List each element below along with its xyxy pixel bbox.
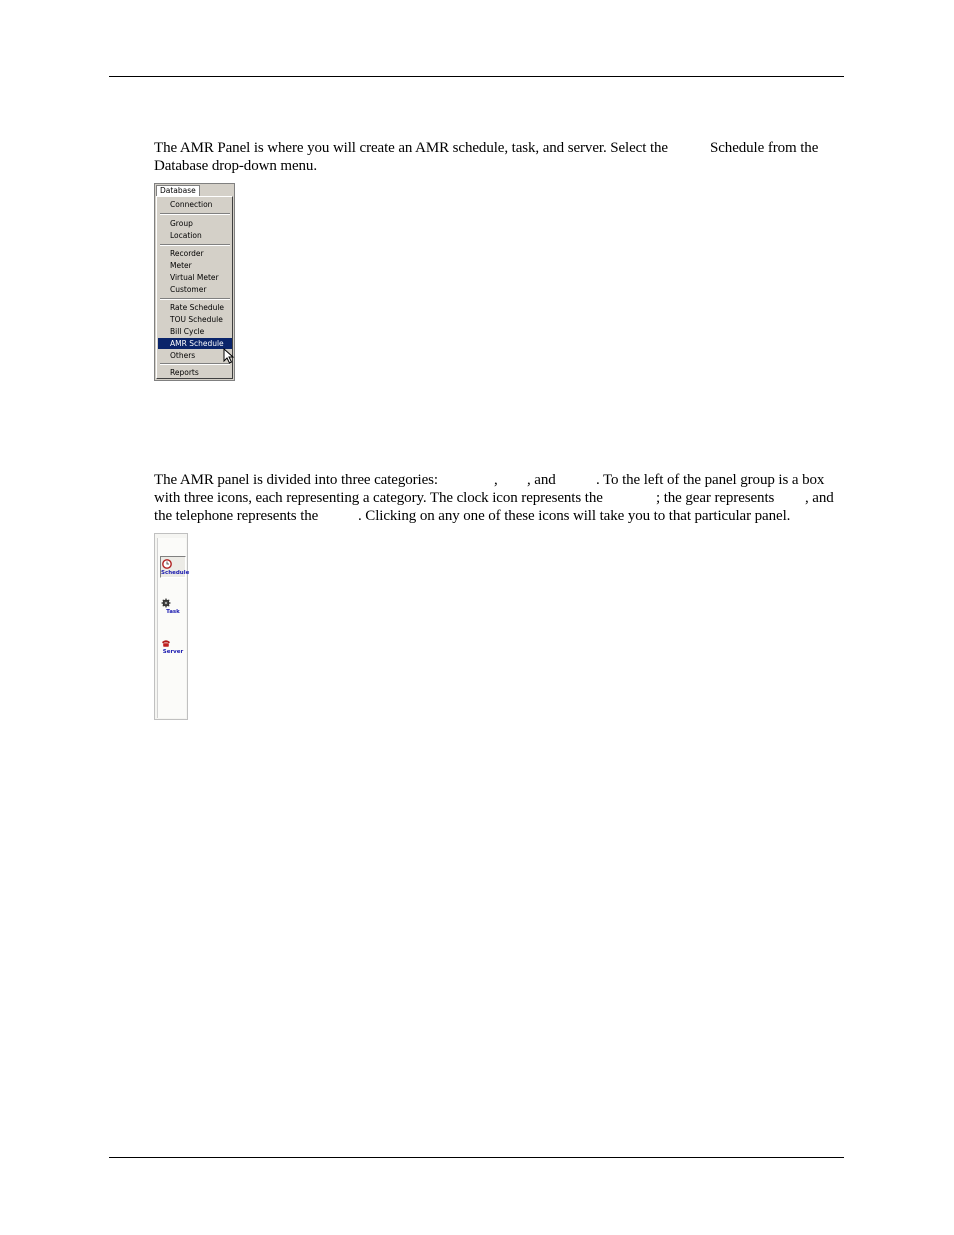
menu-item-customer[interactable]: Customer — [170, 285, 207, 294]
mouse-cursor-icon — [223, 348, 235, 364]
header-rule — [109, 76, 844, 77]
menu-item-virtual-meter[interactable]: Virtual Meter — [170, 273, 219, 282]
categories-line-2: with three icons, each representing a category. The clock icon represents the ; the gear represents , and — [154, 490, 834, 506]
task-category-button[interactable] — [160, 596, 186, 618]
server-category-button[interactable] — [160, 636, 186, 658]
menu-item-location[interactable]: Location — [170, 231, 202, 240]
database-menu-title[interactable]: Database — [156, 185, 200, 196]
menu-item-amr-schedule[interactable]: AMR Schedule — [158, 338, 232, 349]
menu-item-bill-cycle[interactable]: Bill Cycle — [170, 327, 205, 336]
menu-separator — [160, 213, 230, 215]
menu-item-tou-schedule[interactable]: TOU Schedule — [170, 315, 223, 324]
database-dropdown — [156, 196, 233, 379]
menu-bar — [155, 184, 234, 196]
schedule-category-button[interactable] — [160, 556, 190, 578]
footer-rule — [109, 1157, 844, 1158]
intro-paragraph — [154, 139, 844, 175]
menu-item-recorder[interactable]: Recorder — [170, 249, 204, 258]
telephone-icon — [160, 637, 172, 649]
intro-line-2: Database drop-down menu. — [154, 158, 317, 174]
menu-item-others[interactable]: Others — [170, 351, 196, 360]
menu-item-rate-schedule[interactable]: Rate Schedule — [170, 303, 225, 312]
menu-item-group[interactable]: Group — [170, 219, 193, 228]
intro-line-1: The AMR Panel is where you will create an AMR schedule, task, and server. Select the Schedule from the — [154, 140, 819, 156]
menu-item-reports[interactable]: Reports — [170, 368, 199, 377]
menu-item-connection[interactable]: Connection — [170, 200, 213, 209]
task-label: Task — [166, 609, 180, 615]
menu-separator — [160, 298, 230, 300]
menu-separator — [160, 363, 230, 365]
database-menu-screenshot — [154, 183, 235, 381]
clock-icon — [161, 558, 173, 570]
server-label: Server — [162, 649, 184, 655]
gear-icon — [160, 597, 172, 609]
categories-line-1: The AMR panel is divided into three categories: , , and . To the left of the panel group is a box — [154, 472, 825, 488]
amr-panel-screenshot — [154, 533, 188, 720]
menu-item-meter[interactable]: Meter — [170, 261, 192, 270]
categories-line-3: the telephone represents the . Clicking on any one of these icons will take you to that particular panel. — [154, 508, 791, 524]
menu-separator — [160, 244, 230, 246]
amr-category-box — [157, 538, 190, 718]
categories-paragraph — [154, 471, 844, 525]
schedule-label: Schedule — [161, 570, 190, 576]
